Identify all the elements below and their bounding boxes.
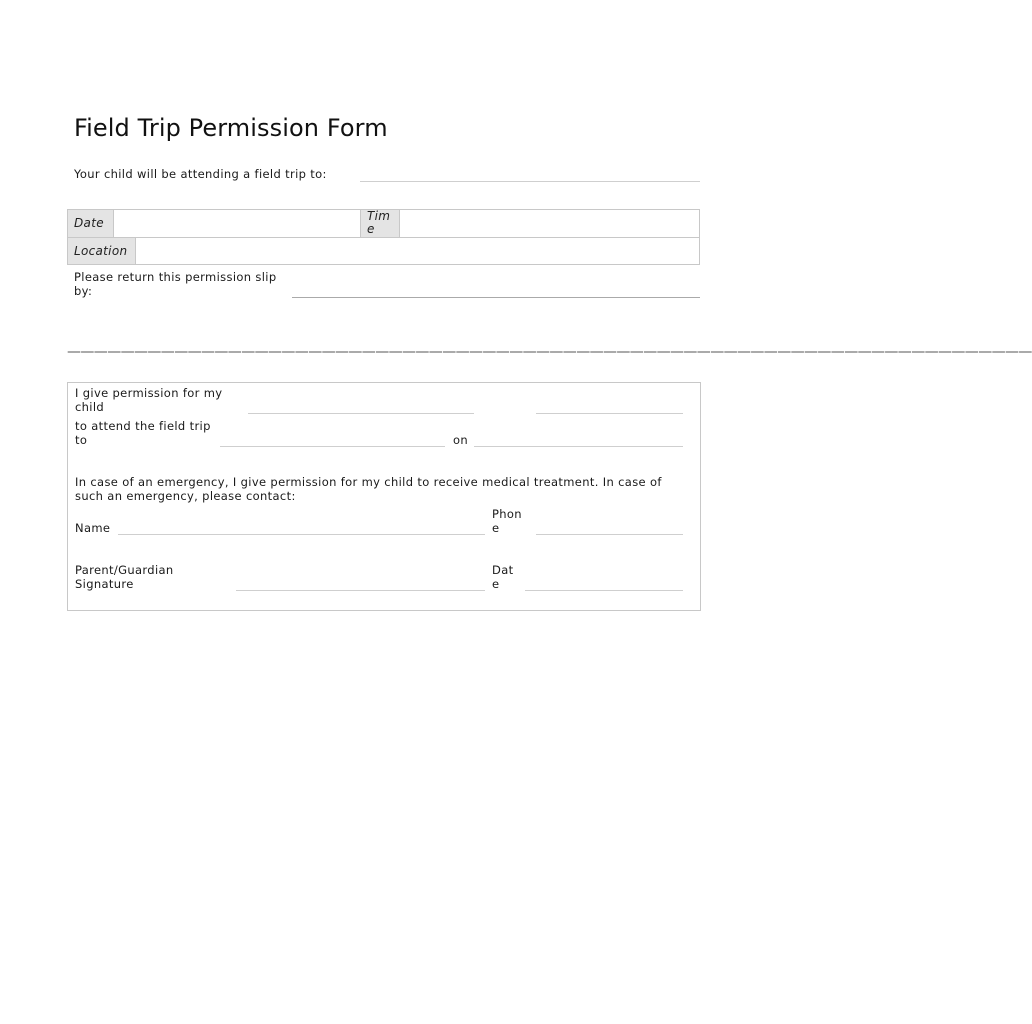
page-title: Field Trip Permission Form bbox=[74, 114, 388, 142]
return-by-label: Please return this permission slip by: bbox=[74, 270, 277, 298]
trip-destination-label: Your child will be attending a field trip to: bbox=[74, 167, 327, 181]
signature-field[interactable] bbox=[236, 590, 485, 591]
emergency-phone-field[interactable] bbox=[536, 534, 683, 535]
attend-trip-field[interactable] bbox=[220, 446, 445, 447]
location-cell-value[interactable] bbox=[136, 238, 699, 264]
child-extra-field[interactable] bbox=[536, 413, 683, 414]
cut-line: ———————————————————————————————————————————————————————————————————————— bbox=[67, 344, 1032, 360]
emergency-text: In case of an emergency, I give permission for my child to receive medical treatment. In case of such an emergency, please contact: bbox=[75, 475, 662, 503]
on-date-field[interactable] bbox=[474, 446, 683, 447]
signature-label: Parent/Guardian Signature bbox=[75, 563, 174, 591]
emergency-name-field[interactable] bbox=[118, 534, 485, 535]
date-cell-value[interactable] bbox=[114, 210, 360, 237]
on-label: on bbox=[453, 433, 469, 447]
signature-date-field[interactable] bbox=[525, 590, 683, 591]
location-cell-label: Location bbox=[68, 238, 136, 264]
trip-destination-field[interactable] bbox=[360, 181, 700, 182]
give-permission-label: I give permission for my child bbox=[75, 386, 223, 414]
attend-trip-label: to attend the field trip to bbox=[75, 419, 211, 447]
time-cell-value[interactable] bbox=[400, 210, 699, 237]
time-cell-label: Tim e bbox=[360, 210, 400, 237]
trip-info-table bbox=[67, 209, 700, 265]
date-cell-label: Date bbox=[68, 210, 114, 237]
child-name-field[interactable] bbox=[248, 413, 474, 414]
name-label: Name bbox=[75, 521, 111, 535]
signature-date-label: Dat e bbox=[492, 563, 514, 591]
return-by-field[interactable] bbox=[292, 297, 700, 298]
phone-label: Phon e bbox=[492, 507, 522, 535]
